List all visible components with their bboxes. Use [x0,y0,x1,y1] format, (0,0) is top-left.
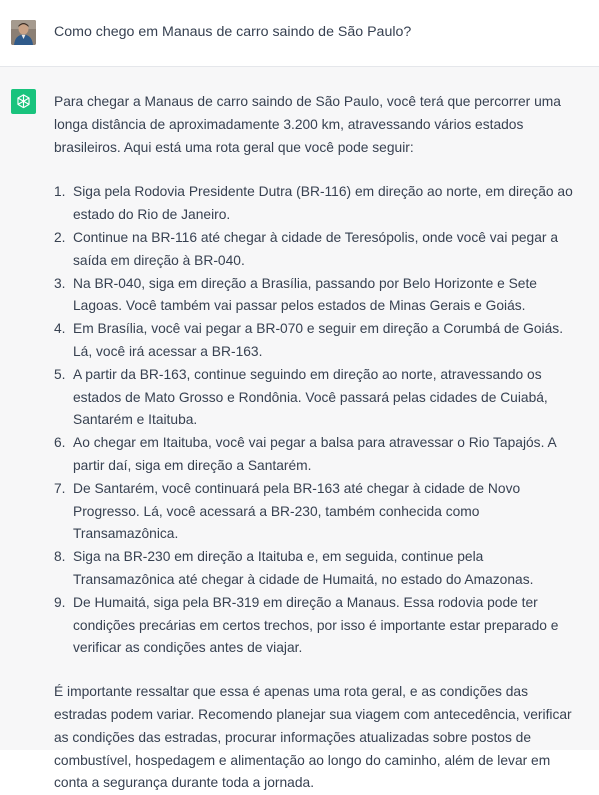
step-number: 1. [54,184,66,200]
step-text: De Humaitá, siga pela BR-319 em direção a Manaus. Essa rodovia pode ter condições precárias em certos trechos, por isso é importante estar preparado e verificar as condições antes de viajar. [73,594,559,656]
step-text: De Santarém, você continuará pela BR-163 até chegar à cidade de Novo Progresso. Lá, você acessará a BR-230, também conhecida como Transamazônica. [73,480,521,542]
step-text: Em Brasília, você vai pegar a BR-070 e seguir em direção a Corumbá de Goiás. Lá, você irá acessar a BR-163. [73,321,564,359]
step-number: 8. [54,549,66,565]
user-message-text: Como chego em Manaus de carro saindo de São Paulo? [54,24,412,40]
route-steps-list [54,181,584,660]
list-item [54,273,584,319]
step-number: 7. [54,480,66,496]
answer-intro: Para chegar a Manaus de carro saindo de São Paulo, você terá que percorrer uma longa distância de aproximadamente 3.200 km, atravessando vários estados brasileiros. Aqui está uma rota geral que você pode seguir: [54,94,561,155]
user-message-row [0,0,599,67]
step-number: 3. [54,275,66,291]
answer-closing: É importante ressaltar que essa é apenas uma rota geral, e as condições das estradas podem variar. Recomendo planejar sua viagem com antecedência, verificar as condições das estradas, procurar informações atualizadas sobre postos de combustível, hospedagem e alimentação ao longo do caminho, além de levar em conta a segurança durante toda a jornada. [54,684,572,791]
list-item [54,592,584,660]
user-avatar [11,20,36,45]
step-text: Siga pela Rodovia Presidente Dutra (BR-116) em direção ao norte, em direção ao estado do Rio de Janeiro. [73,184,573,223]
user-avatar-photo-icon [11,20,36,45]
step-text: Siga na BR-230 em direção a Itaituba e, em seguida, continue pela Transamazônica até chegar à cidade de Humaitá, no estado do Amazonas. [73,549,534,587]
list-item [54,181,584,227]
assistant-message-row [0,67,599,791]
step-text: A partir da BR-163, continue seguindo em direção ao norte, atravessando os estados de Mato Grosso e Rondônia. Você passará pelas cidades de Cuiabá, Santarém e Itaituba. [73,366,548,428]
openai-knot-icon [15,93,32,110]
step-text: Na BR-040, siga em direção a Brasília, passando por Belo Horizonte e Sete Lagoas. Você também vai passar pelos estados de Minas Gerais e Goiás. [73,275,537,314]
step-text: Ao chegar em Itaituba, você vai pegar a balsa para atravessar o Rio Tapajós. A partir daí, siga em direção a Santarém. [73,435,556,473]
step-number: 5. [54,366,66,382]
assistant-message-content [54,91,584,795]
list-item [54,227,584,273]
step-number: 2. [54,229,66,245]
list-item [54,478,584,546]
step-number: 9. [54,594,66,610]
chatgpt-logo-icon [11,89,36,114]
list-item [54,364,584,432]
step-number: 6. [54,435,66,451]
list-item [54,318,584,364]
step-text: Continue na BR-116 até chegar à cidade de Teresópolis, onde você vai pegar a saída em direção à BR-040. [73,229,559,268]
list-item [54,546,584,592]
list-item [54,432,584,478]
step-number: 4. [54,321,66,337]
